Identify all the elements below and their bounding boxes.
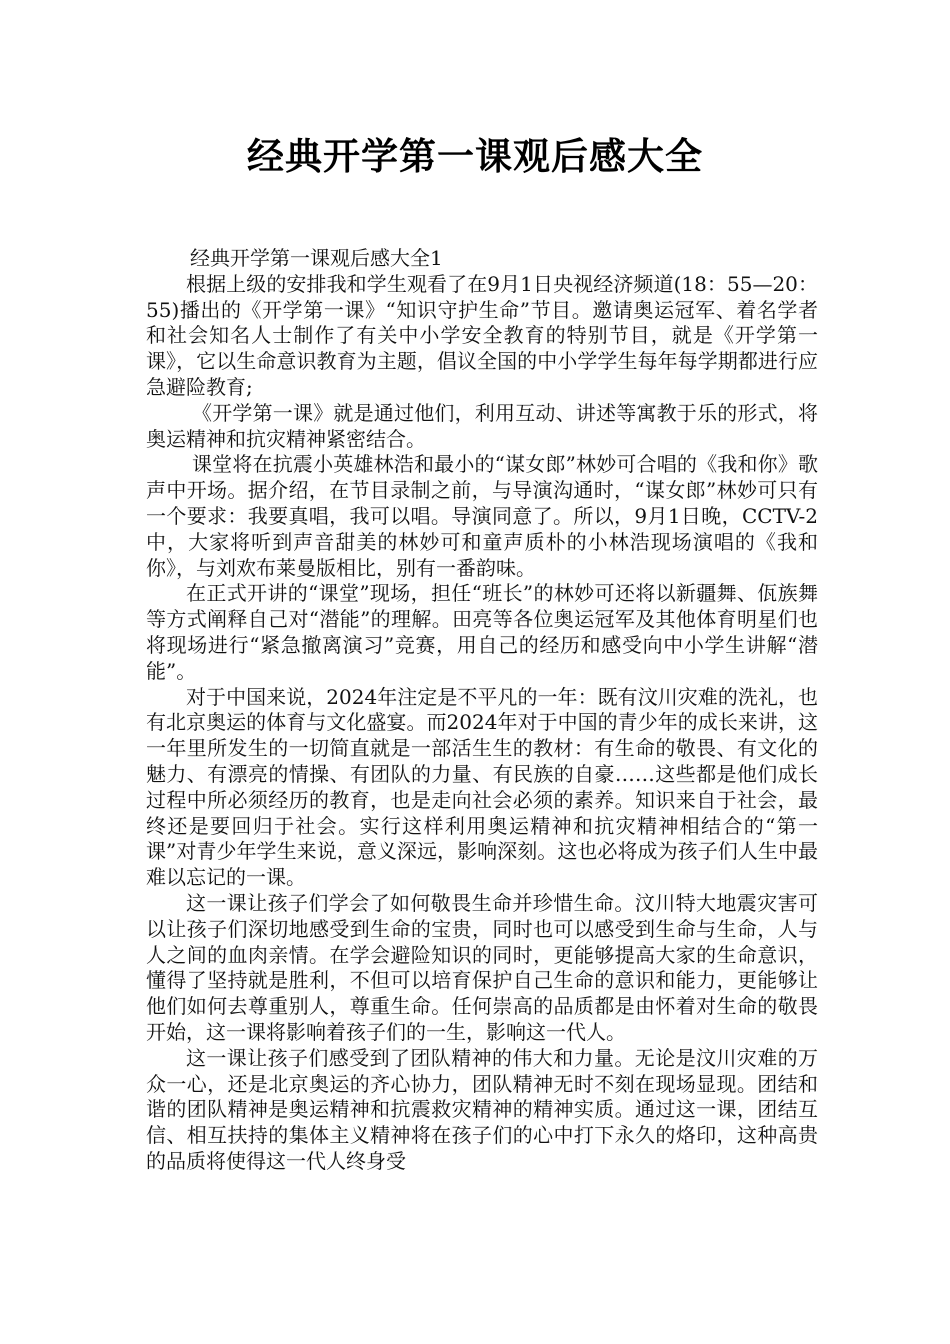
paragraph: 这一课让孩子们学会了如何敬畏生命并珍惜生命。汶川特大地震灾害可以让孩子们深切地感受到生命的宝贵，同时也可以感受到生命与生命，人与人之间的血肉亲情。在学会避险知识的同时，更能够提高大家的生命意识，懂得了坚持就是胜利，不但可以培育保护自己生命的意识和能力，更能够让他们如何去尊重别人，尊重生命。任何崇高的品质都是由怀着对生命的敬畏开始，这一课将影响着孩子们的一生，影响这一代人。 [146,890,818,1044]
paragraph: 这一课让孩子们感受到了团队精神的伟大和力量。无论是汶川灾难的万众一心，还是北京奥运的齐心协力，团队精神无时不刻在现场显现。团结和谐的团队精神是奥运精神和抗震救灾精神的精神实质。通过这一课，团结互信、相互扶持的集体主义精神将在孩子们的心中打下永久的烙印，这种高贵的品质将使得这一代人终身受 [146,1045,818,1173]
paragraph: 对于中国来说，2024年注定是不平凡的一年：既有汶川灾难的洗礼，也有北京奥运的体育与文化盛宴。而2024年对于中国的青少年的成长来讲，这一年里所发生的一切简直就是一部活生生的教材：有生命的敬畏、有文化的魅力、有漂亮的情操、有团队的力量、有民族的自豪……这些都是他们成长过程中所必须经历的教育，也是走向社会必须的素养。知识来自于社会，最终还是要回归于社会。实行这样利用奥运精神和抗灾精神相结合的“第一课”对青少年学生来说，意义深远，影响深刻。这也必将成为孩子们人生中最难以忘记的一课。 [146,684,818,890]
paragraph: 课堂将在抗震小英雄林浩和最小的“谋女郎”林妙可合唱的《我和你》歌声中开场。据介绍，在节目录制之前，与导演沟通时，“谋女郎”林妙可只有一个要求：我要真唱，我可以唱。导演同意了。所以，9月1日晚，CCTV-2中，大家将听到声音甜美的林妙可和童声质朴的小林浩现场演唱的《我和你》，与刘欢布莱曼版相比，别有一番韵味。 [146,452,818,580]
document-body [146,246,818,1175]
section-heading: 经典开学第一课观后感大全1 [190,246,443,270]
document-title: 经典开学第一课观后感大全 [247,135,703,178]
paragraph: 根据上级的安排我和学生观看了在9月1日央视经济频道(18：55—20：55)播出的《开学第一课》“知识守护生命”节目。邀请奥运冠军、着名学者和社会知名人士制作了有关中小学安全教育的特别节目，就是《开学第一课》，它以生命意识教育为主题，倡议全国的中小学学生每年每学期都进行应急避险教育; [146,271,818,399]
paragraph: 在正式开讲的“课堂”现场，担任“班长”的林妙可还将以新疆舞、佤族舞等方式阐释自己对“潜能”的理解。田亮等各位奥运冠军及其他体育明星们也将现场进行“紧急撤离演习”竞赛，用自己的经历和感受向中小学生讲解“潜能”。 [146,581,818,683]
paragraph: 《开学第一课》就是通过他们，利用互动、讲述等寓教于乐的形式，将奥运精神和抗灾精神紧密结合。 [146,400,818,451]
